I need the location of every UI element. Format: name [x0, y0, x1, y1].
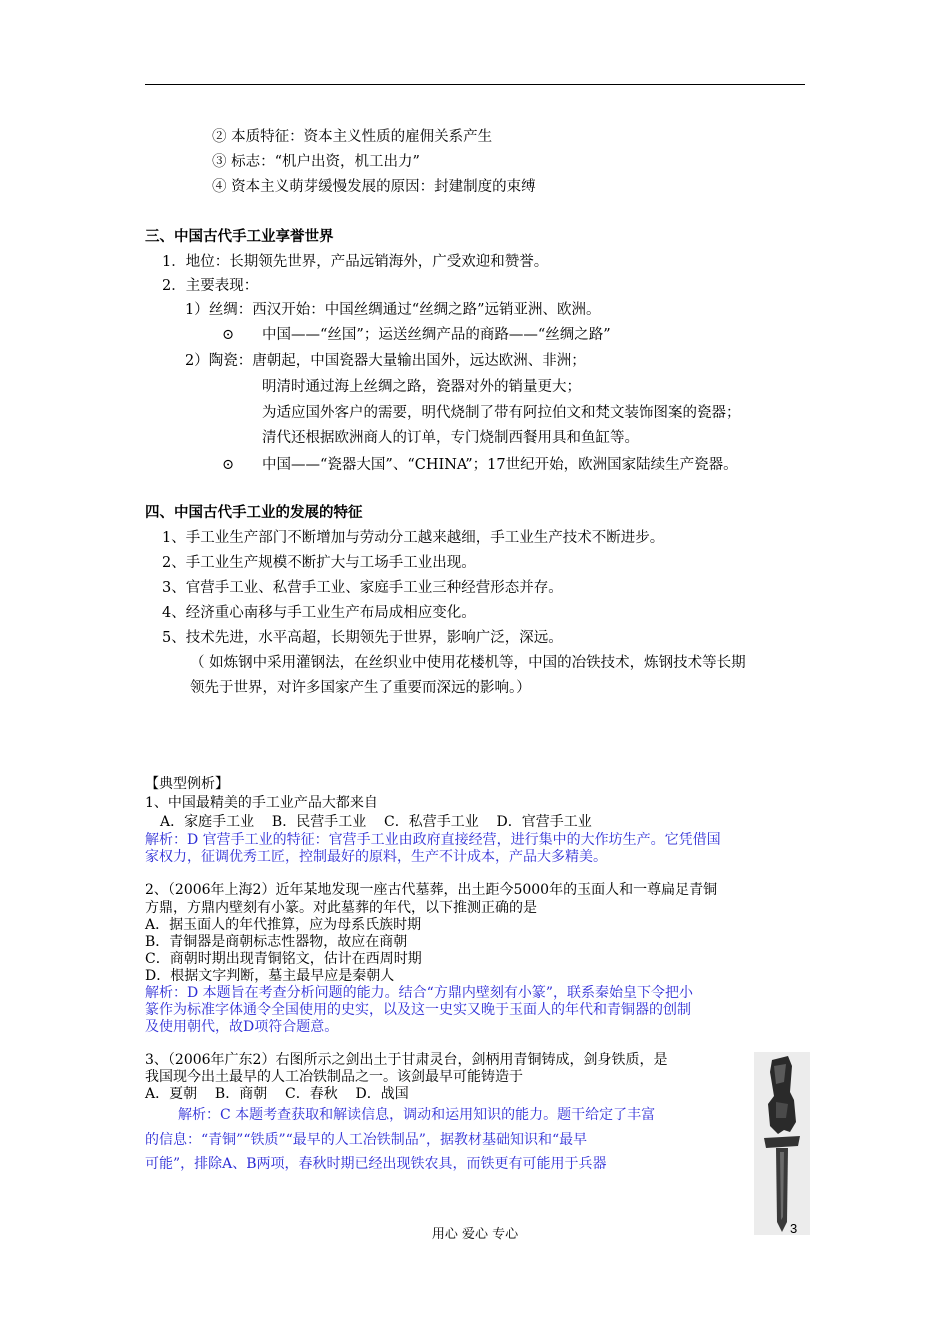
- paragraph: 2．主要表现：: [162, 278, 259, 294]
- options: A．家庭手工业 B．民营手工业 C．私营手工业 D．官营手工业: [160, 814, 592, 830]
- option: A．据玉面人的年代推算，应为母系氏族时期: [145, 917, 422, 933]
- page-footer: 用心 爱心 专心: [431, 1227, 519, 1242]
- list-item: ③ 标志：“机户出资，机工出力”: [212, 154, 420, 170]
- analysis: 的信息：“青铜”“铁质”“最早的人工冶铁制品”，据教材基础知识和“最早: [145, 1132, 588, 1148]
- question: 2、（2006年上海2）近年某地发现一座古代墓葬，出土距今5000年的玉面人和一尊扁足青铜: [145, 882, 718, 898]
- paragraph: 中国——“瓷器大国”、“CHINA”；17世纪开始，欧洲国家陆续生产瓷器。: [262, 457, 738, 473]
- list-item: ② 本质特征：资本主义性质的雇佣关系产生: [212, 129, 493, 145]
- options: A．夏朝 B．商朝 C．春秋 D．战国: [145, 1086, 409, 1102]
- paragraph: 1）丝绸：西汉开始：中国丝绸通过“丝绸之路”远销亚洲、欧洲。: [185, 302, 601, 318]
- question: 1、中国最精美的手工业产品大都来自: [145, 795, 378, 811]
- list-item: 1、手工业生产部门不断增加与劳动分工越来越细，手工业生产技术不断进步。: [162, 530, 665, 546]
- analysis: 及使用朝代，故D项符合题意。: [145, 1019, 339, 1035]
- paragraph: 中国——“丝国”；运送丝绸产品的商路——“丝绸之路”: [262, 327, 611, 343]
- bullet-icon: ⊙: [222, 457, 235, 473]
- bullet-icon: ⊙: [222, 327, 235, 343]
- header-rule: [145, 84, 805, 85]
- analysis: 篆作为标准字体通令全国使用的史实，以及这一史实又晚于玉面人的年代和青铜器的创制: [145, 1002, 691, 1018]
- analysis: 可能”，排除A、B两项，春秋时期已经出现铁农具，而铁更有可能用于兵器: [145, 1156, 607, 1172]
- analysis: 解析：C 本题考查获取和解读信息，调动和运用知识的能力。题干给定了丰富: [178, 1107, 656, 1123]
- paragraph: 1．地位：长期领先世界，产品远销海外，广受欢迎和赞誉。: [162, 254, 549, 270]
- option: C．商朝时期出现青铜铭文，估计在西周时期: [145, 951, 422, 967]
- question: 方鼎，方鼎内壁刻有小篆。对此墓葬的年代，以下推测正确的是: [145, 900, 537, 916]
- paragraph: 为适应国外客户的需要，明代烧制了带有阿拉伯文和梵文装饰图案的瓷器；: [262, 405, 741, 421]
- list-item: 4、经济重心南移与手工业生产布局成相应变化。: [162, 605, 476, 621]
- list-item: 3、官营手工业、私营手工业、家庭手工业三种经营形态并存。: [162, 580, 563, 596]
- paragraph: 清代还根据欧洲商人的订单，专门烧制西餐用具和鱼缸等。: [262, 430, 639, 446]
- paragraph: 领先于世界，对许多国家产生了重要而深远的影响。）: [190, 680, 531, 696]
- question: 我国现今出土最早的人工冶铁制品之一。该剑最早可能铸造于: [145, 1069, 523, 1085]
- question: 3、（2006年广东2）右图所示之剑出土于甘肃灵台，剑柄用青铜铸成，剑身铁质，是: [145, 1052, 668, 1068]
- list-item: ④ 资本主义萌芽缓慢发展的原因：封建制度的束缚: [212, 179, 536, 195]
- analysis: 家权力，征调优秀工匠，控制最好的原料，生产不计成本，产品大多精美。: [145, 849, 607, 865]
- bronze-iron-sword-photo: [754, 1052, 810, 1235]
- sword-icon: [754, 1052, 810, 1235]
- paragraph: 明清时通过海上丝绸之路，瓷器对外的销量更大；: [262, 379, 581, 395]
- option: D．根据文字判断，墓主最早应是秦朝人: [145, 968, 395, 984]
- list-item: 5、技术先进，水平高超，长期领先于世界，影响广泛，深远。: [162, 630, 563, 646]
- list-item: 2、手工业生产规模不断扩大与工场手工业出现。: [162, 555, 476, 571]
- analysis: 解析：D 本题旨在考查分析问题的能力。结合“方鼎内壁刻有小篆”，联系秦始皇下令把小: [145, 985, 693, 1001]
- section-heading: 【典型例析】: [145, 776, 229, 792]
- page-number: 3: [790, 1221, 798, 1236]
- option: B．青铜器是商朝标志性器物，故应在商朝: [145, 934, 408, 950]
- analysis: 解析：D 官营手工业的特征：官营手工业由政府直接经营，进行集中的大作坊生产。它凭借国: [145, 832, 721, 848]
- section-heading: 四、中国古代手工业的发展的特征: [145, 504, 363, 521]
- paragraph: 2）陶瓷：唐朝起，中国瓷器大量输出国外，远达欧洲、非洲；: [185, 353, 586, 369]
- paragraph: （ 如炼钢中采用灌钢法，在丝织业中使用花楼机等，中国的冶铁技术，炼钢技术等长期: [190, 655, 746, 671]
- section-heading: 三、中国古代手工业享誉世界: [145, 228, 334, 245]
